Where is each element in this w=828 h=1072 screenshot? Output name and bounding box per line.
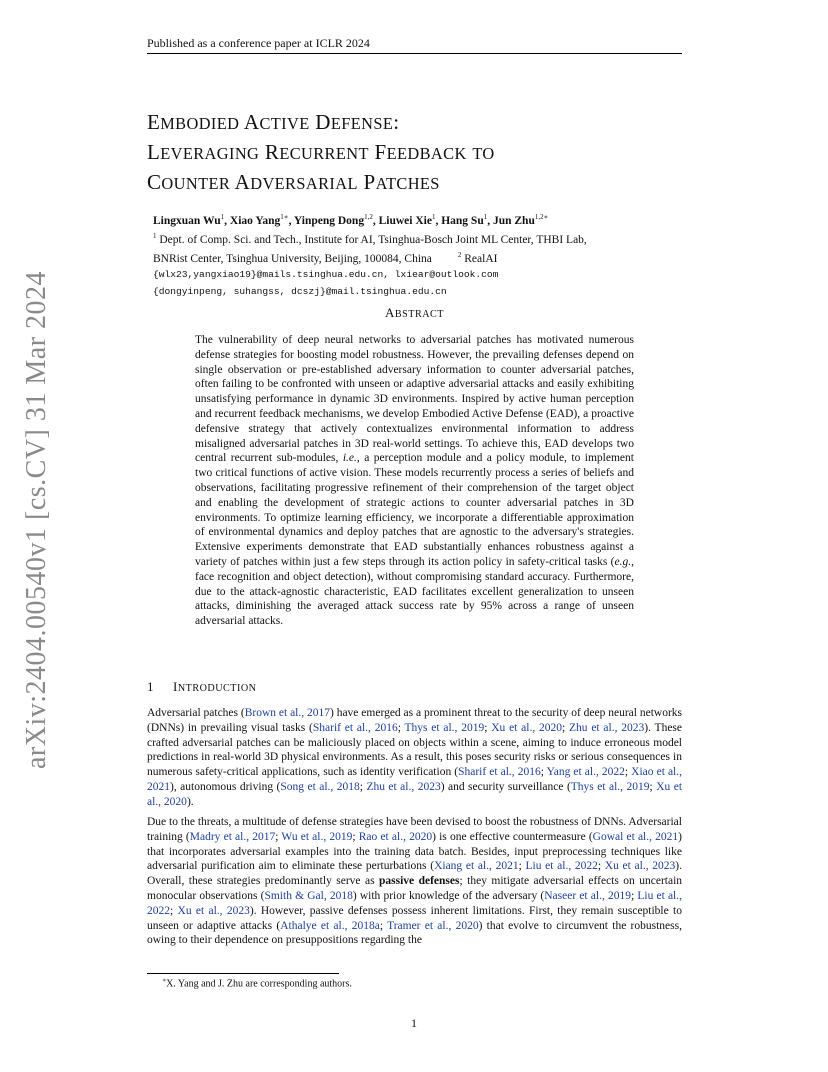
body-text-run: ) that incorporates adversarial examples into the training data batch. Besides, input preprocessing techniques like adversarial purification aim to eliminate these perturbations ( (147, 830, 683, 873)
intro-paragraph-2 (147, 815, 682, 948)
body-text-run: ; (352, 830, 359, 843)
abstract-text: The vulnerability of deep neural networks to adversarial patches has motivated numerous defense strategies for boosting model robustness. However, the prevailing defenses depend on single observation or pre-established adversary information to counter adversarial patches, often failing to be confronted with unseen or adaptive adversarial attacks and easily exhibiting unsatisfying performance in dynamic 3D environments. Inspired by active human perception and recurrent feedback mechanisms, we develop Embodied Active Defense (EAD), a proactive defensive strategy that actively contextualizes environmental information to address misaligned adversarial patches in 3D real-world settings. To achieve this, EAD develops two central recurrent sub-modules, (195, 334, 634, 465)
author-names: Lingxuan Wu$^1$, Xiao Yang$^{1∗}$, Yinpeng Dong$^{1,2}$, Liuwei Xie$^1$, Hang Su$^1$, Jun Zhu$^{1,2∗}$ (153, 213, 549, 227)
running-header: Published as a conference paper at ICLR 2024 (147, 36, 370, 50)
body-text-run: ; (275, 830, 282, 843)
body-text-run: ; (631, 889, 638, 902)
body-text-run: ; (170, 904, 178, 917)
title-line-3: COUNTER ADVERSARIAL PATCHES (147, 170, 440, 194)
citation-link[interactable]: Song et al., 2018 (280, 780, 360, 793)
body-text-run: Adversarial patches ( (147, 707, 245, 719)
citation-link[interactable]: Liu et al., 2022 (525, 860, 598, 873)
citation-link[interactable]: Xu et al., 2020 (491, 721, 562, 734)
section-title: INTRODUCTION (173, 679, 257, 694)
citation-link[interactable]: Yang et al., 2022 (546, 766, 625, 779)
footnote-text: X. Yang and J. Zhu are corresponding authors. (166, 978, 352, 990)
author-block (153, 210, 683, 300)
affiliation-mark: 1 (153, 231, 157, 240)
body-text-run: ), autonomous driving ( (170, 780, 281, 793)
citation-link[interactable]: Xiao et al., 2021 (147, 766, 683, 793)
citation-link[interactable]: Xiang et al., 2021 (434, 860, 519, 873)
author-affiliation-mark: 1,2∗ (534, 213, 549, 221)
page-number: 1 (411, 1016, 417, 1030)
intro-paragraph-1 (147, 706, 682, 810)
affiliation-2: RealAI (464, 252, 498, 265)
body-text-run: ; (397, 721, 405, 734)
body-text-run: ) have emerged as a prominent threat to the security of deep neural networks (DNNs) in prevailing visual tasks ( (147, 707, 683, 734)
citation-link[interactable]: Smith & Gal, 2018 (264, 889, 353, 902)
abstract-text: , a perception module and a policy module, to implement two critical functions of active vision. These models recurrently process a series of beliefs and observations, facilitating progressive refinement of their comprehension of the target object and enabling the development of strategic actions to counter adversarial patches in 3D environments. To optimize learning efficiency, we incorporate a differentiable approximation of environmental dynamics and deploy patches that are agnostic to the adversary's strategies. Extensive experiments demonstrate that EAD substantially enhances robustness against a variety of patches within just a few steps through its action policy in safety-critical tasks ( (195, 452, 634, 568)
body-text-run: ; (518, 860, 526, 873)
author-affiliation-mark: 1,2 (364, 213, 373, 221)
footnote (162, 977, 352, 989)
bold-term: passive defenses (379, 875, 460, 888)
body-text-run: ; (484, 721, 492, 734)
citation-link[interactable]: Sharif et al., 2016 (458, 766, 541, 779)
author-affiliation-mark: 1 (431, 213, 436, 221)
body-text-run: ). These crafted adversarial patches can be maliciously placed on objects within a scene, aiming to induce erroneous model predictions in real-world 3D physical environments. As a result, this poses security risks or serious consequences in numerous safety-critical applications, such as identity verification ( (147, 721, 682, 779)
paper-title (147, 108, 667, 198)
citation-link[interactable]: Rao et al., 2020 (358, 830, 433, 843)
citation-link[interactable]: Athalye et al., 2018a (280, 919, 380, 932)
citation-link[interactable]: Sharif et al., 2016 (312, 721, 398, 734)
citation-link[interactable]: Brown et al., 2017 (244, 707, 330, 719)
citation-link[interactable]: Madry et al., 2017 (189, 830, 276, 843)
body-text-run: ) is one effective countermeasure ( (432, 830, 593, 843)
email-line-2: {dongyinpeng, suhangss, dcszj}@mail.tsinghua.edu.cn (153, 286, 447, 298)
body-text-run: ) that evolve to circumvent the robustness, owing to their dependence on presuppositions regarding the (147, 919, 682, 947)
abstract-italic: e.g. (614, 555, 632, 568)
author-name: Jun Zhu (492, 214, 535, 227)
citation-link[interactable]: Tramer et al., 2020 (387, 919, 479, 932)
footnote-mark: ∗ (162, 978, 167, 984)
citation-link[interactable]: Thys et al., 2019 (570, 780, 650, 793)
body-text-run: ). Overall, these strategies predominantly serve as (147, 860, 682, 888)
citation-link[interactable]: Zhu et al., 2023 (366, 780, 441, 793)
citation-link[interactable]: Thys et al., 2019 (404, 721, 485, 734)
body-text-run: ; (540, 766, 547, 779)
citation-link[interactable]: Xu et al., 2023 (177, 904, 250, 917)
body-text-run: ) and security surveillance ( (440, 780, 571, 793)
citation-link[interactable]: Naseer et al., 2019 (544, 889, 631, 902)
arxiv-identifier: arXiv:2404.00540v1 [cs.CV] 31 Mar 2024 (21, 270, 52, 770)
body-text-run: ; (359, 780, 367, 793)
footnote-rule (147, 973, 339, 974)
author-name: Xiao Yang (229, 214, 281, 227)
citation-link[interactable]: Gowal et al., 2021 (592, 830, 679, 843)
affiliation-text: BNRist Center, Tsinghua University, Beijing, 100084, China (153, 252, 432, 265)
author-affiliation-mark: 1 (483, 213, 488, 221)
citation-link[interactable]: Zhu et al., 2023 (569, 721, 645, 734)
body-text-run: ; they mitigate adversarial effects on uncertain monocular observations ( (147, 875, 683, 902)
title-line-2: LEVERAGING RECURRENT FEEDBACK TO (147, 140, 495, 164)
citation-link[interactable]: Xu et al., 2020 (147, 780, 683, 808)
body-text-run: ) with prior knowledge of the adversary ( (352, 889, 545, 902)
author-name: Liuwei Xie (378, 214, 432, 227)
body-text-run: ; (597, 860, 605, 873)
body-text-run: ; (379, 919, 388, 932)
body-text-run: ; (649, 780, 657, 793)
abstract-italic: i.e. (342, 452, 357, 465)
abstract-body (195, 333, 634, 629)
body-text-run: Due to the threats, a multitude of defense strategies have been devised to boost the robustness of DNNs. Adversarial training ( (147, 816, 682, 843)
body-text-run: ). (186, 795, 194, 808)
author-name: Lingxuan Wu (153, 214, 221, 227)
arxiv-sidebar (14, 270, 60, 770)
header-rule (147, 53, 682, 54)
section-number: 1 (147, 679, 154, 694)
affiliation-mark: 2 (457, 250, 462, 259)
abstract-text: , face recognition and object detection), without compromising standard accuracy. Furthermore, due to the attack-agnostic characteristic, EAD facilitates excellent generalization to unseen attacks, diminishing the averaged attack success rate by 95% across a range of unseen adversarial attacks. (195, 555, 634, 628)
body-text-run: ; (624, 766, 632, 779)
citation-link[interactable]: Xu et al., 2023 (604, 860, 676, 873)
abstract-heading: ABSTRACT (385, 305, 444, 320)
body-text-run: ). However, passive defenses possess inherent limitations. First, they remain susceptible to unseen or adaptive attacks ( (147, 904, 682, 932)
author-affiliation-mark: 1∗ (280, 213, 289, 221)
affiliation-1-cont (153, 248, 683, 267)
email-line-1: {wlx23,yangxiao19}@mails.tsinghua.edu.cn, lxiear@outlook.com (153, 269, 499, 281)
section-heading (147, 679, 256, 695)
author-affiliation-mark: 1 (220, 213, 225, 221)
citation-link[interactable]: Wu et al., 2019 (281, 830, 353, 843)
affiliation-1 (153, 229, 683, 248)
author-name: Yinpeng Dong (293, 214, 365, 227)
affiliation-text: Dept. of Comp. Sci. and Tech., Institute for AI, Tsinghua-Bosch Joint ML Center, THBI Lab, (159, 233, 587, 246)
body-text-run: ; (562, 721, 569, 734)
citation-link[interactable]: Liu et al., 2022 (147, 889, 682, 917)
author-name: Hang Su (441, 214, 484, 227)
title-line-1: EMBODIED ACTIVE DEFENSE: (147, 110, 400, 134)
